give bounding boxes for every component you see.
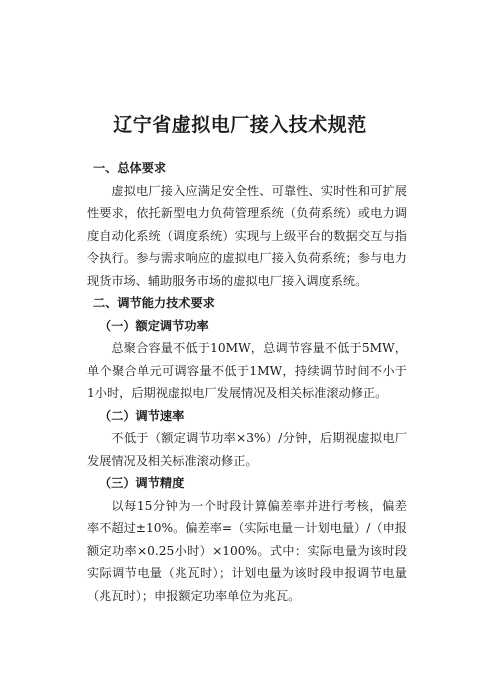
document-title: 辽宁省虚拟电厂接入技术规范 [113, 114, 367, 136]
subsection-heading-rated-power: （一）额定调节功率 [99, 318, 209, 333]
document-body [87, 157, 407, 607]
subsection-heading-rate: （二）调节速率 [99, 408, 185, 423]
subsection-heading-accuracy: （三）调节精度 [99, 476, 185, 490]
section-heading-regulation: 二、调节能力技术要求 [93, 296, 215, 310]
subsection-paragraph-accuracy: 以每15分钟为一个时段计算偏差率并进行考核，偏差率不超过±10%。偏差率=（实际电量－计划电量）/（申报额定功率×0.25小时）×100%。式中：实际电量为该时段实际调节电量（兆瓦时）；计划电量为该时段申报调节电量（兆瓦时）；申报额定功率单位为兆瓦。 [87, 498, 407, 603]
section-paragraph-general: 虚拟电厂接入应满足安全性、可靠性、实时性和可扩展性要求，依托新型电力负荷管理系统（负荷系统）或电力调度自动化系统（调度系统）实现与上级平台的数据交互与指令执行。参与需求响应的虚拟电厂接入负荷系统；参与电力现货市场、辅助服务市场的虚拟电厂接入调度系统。 [87, 183, 407, 288]
section-heading-general: 一、总体要求 [93, 161, 167, 175]
subsection-paragraph-rated-power: 总聚合容量不低于10MW，总调节容量不低于5MW，单个聚合单元可调容量不低于1MW，持续调节时间不小于1小时，后期视虚拟电厂发展情况及相关标准滚动修正。 [87, 341, 407, 400]
subsection-paragraph-rate: 不低于（额定调节功率×3%）/分钟，后期视虚拟电厂发展情况及相关标准滚动修正。 [87, 431, 407, 468]
